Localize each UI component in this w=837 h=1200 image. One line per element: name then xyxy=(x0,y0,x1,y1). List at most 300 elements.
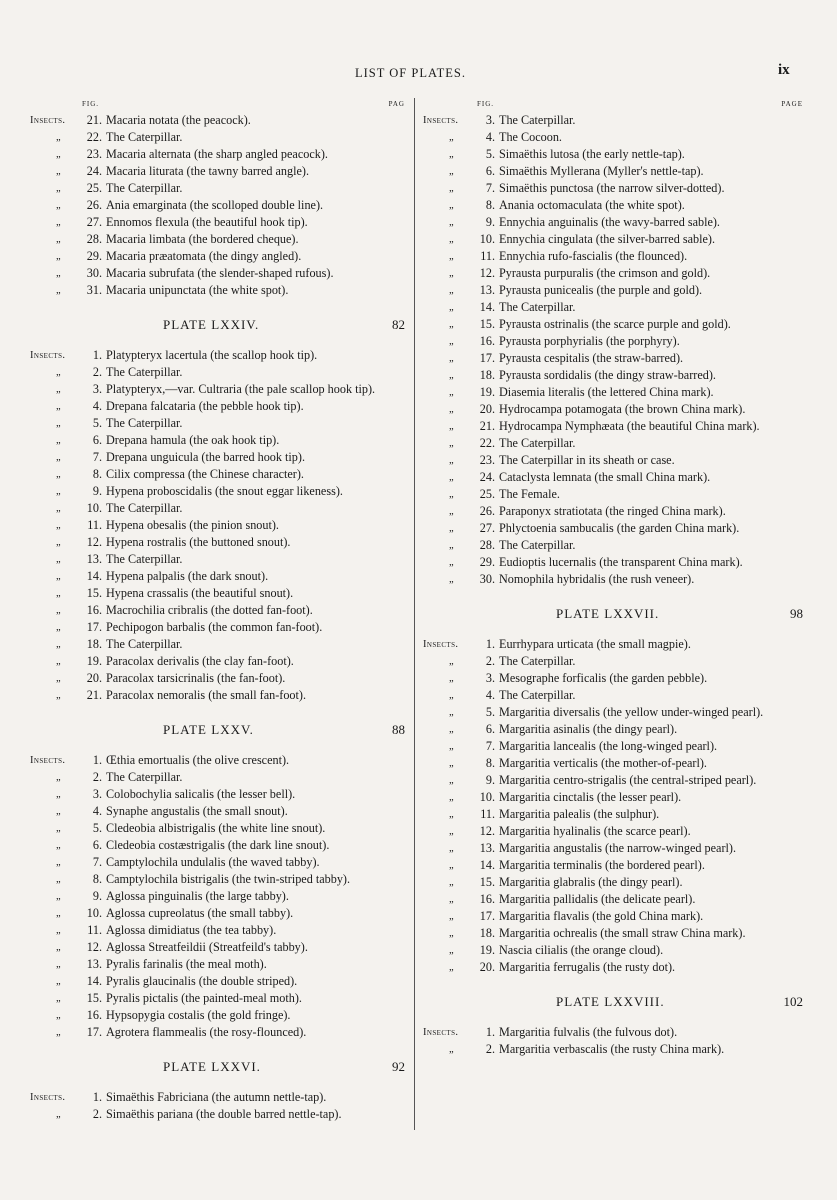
entry-label: „ xyxy=(449,894,455,905)
entry-label: „ xyxy=(56,673,62,684)
entry-text: The Caterpillar. xyxy=(499,538,576,552)
entry-text: Ennomos flexula (the beautiful hook tip). xyxy=(106,215,308,229)
list-item xyxy=(30,939,405,956)
figure-number: 8. xyxy=(92,872,102,886)
figure-number: 5. xyxy=(92,821,102,835)
entry-label: „ xyxy=(56,840,62,851)
list-item xyxy=(423,197,803,214)
figure-number: 23. xyxy=(479,453,495,467)
figure-number: 20. xyxy=(479,402,495,416)
list-item xyxy=(423,214,803,231)
entry-text: Phlyctoenia sambucalis (the garden China mark). xyxy=(499,521,740,535)
list-item xyxy=(30,1007,405,1024)
entry-text: The Caterpillar. xyxy=(106,637,183,651)
list-item xyxy=(423,1041,803,1058)
entry-label: „ xyxy=(56,149,62,160)
entry-text: Paracolax derivalis (the clay fan-foot). xyxy=(106,654,294,668)
entry-text: Camptylochila undulalis (the waved tabby). xyxy=(106,855,320,869)
entry-text: Macaria subrufata (the slender-shaped rufous). xyxy=(106,266,334,280)
entry-label: „ xyxy=(56,857,62,868)
entry-text: The Cocoon. xyxy=(499,130,562,144)
figure-number: 24. xyxy=(86,164,102,178)
entry-text: Pyrausta porphyrialis (the porphyry). xyxy=(499,334,680,348)
entry-text: Hypsopygia costalis (the gold fringe). xyxy=(106,1008,291,1022)
plate-section xyxy=(30,1053,405,1123)
list-item xyxy=(30,432,405,449)
entry-label: „ xyxy=(56,874,62,885)
entry-label: „ xyxy=(449,489,455,500)
list-item xyxy=(423,180,803,197)
left-column xyxy=(30,98,405,1127)
list-item xyxy=(423,452,803,469)
list-item xyxy=(423,486,803,503)
figure-number: 9. xyxy=(485,215,495,229)
figure-number: 10. xyxy=(479,790,495,804)
entry-text: Platypteryx lacertula (the scallop hook tip). xyxy=(106,348,318,362)
figure-number: 28. xyxy=(479,538,495,552)
entry-text: Margaritia hyalinalis (the scarce pearl). xyxy=(499,824,691,838)
entry-label: „ xyxy=(449,809,455,820)
entry-label: „ xyxy=(449,404,455,415)
entry-label: „ xyxy=(449,792,455,803)
figure-number: 1. xyxy=(485,637,495,651)
entry-label: „ xyxy=(56,605,62,616)
right-column xyxy=(423,98,803,1062)
entry-label: „ xyxy=(449,234,455,245)
plate-heading xyxy=(30,1053,405,1079)
list-item xyxy=(423,738,803,755)
plate-sections xyxy=(423,112,803,1058)
entry-label: „ xyxy=(56,537,62,548)
figure-number: 17. xyxy=(479,351,495,365)
plate-title: PLATE LXXVII. xyxy=(556,606,660,621)
list-item xyxy=(30,415,405,432)
figure-number: 5. xyxy=(485,147,495,161)
figure-number: 22. xyxy=(86,130,102,144)
list-item xyxy=(30,820,405,837)
list-item xyxy=(423,636,803,653)
list-item xyxy=(30,248,405,265)
entry-label: „ xyxy=(56,959,62,970)
page-label: PAGE xyxy=(781,100,803,108)
list-item xyxy=(30,585,405,602)
figure-number: 23. xyxy=(86,147,102,161)
list-item xyxy=(423,653,803,670)
figure-number: 15. xyxy=(479,317,495,331)
list-item xyxy=(423,857,803,874)
entry-label: Insects. xyxy=(30,115,66,126)
list-item xyxy=(423,469,803,486)
list-item xyxy=(423,503,803,520)
entry-label: „ xyxy=(56,942,62,953)
entry-label: „ xyxy=(449,319,455,330)
entry-label: „ xyxy=(56,503,62,514)
entry-text: The Caterpillar. xyxy=(499,654,576,668)
plate-title: PLATE LXXVI. xyxy=(163,1059,261,1074)
list-item xyxy=(423,772,803,789)
figure-number: 7. xyxy=(92,450,102,464)
figure-number: 6. xyxy=(485,722,495,736)
figure-number: 14. xyxy=(479,300,495,314)
list-item xyxy=(30,619,405,636)
figure-number: 29. xyxy=(86,249,102,263)
entry-text: Margaritia centro-strigalis (the central-striped pearl). xyxy=(499,773,757,787)
entry-label: „ xyxy=(449,574,455,585)
figure-number: 13. xyxy=(86,957,102,971)
entry-text: Hypena rostralis (the buttoned snout). xyxy=(106,535,291,549)
figure-number: 11. xyxy=(87,518,102,532)
entry-text: Pyralis farinalis (the meal moth). xyxy=(106,957,267,971)
entry-text: Paracolax nemoralis (the small fan-foot). xyxy=(106,688,307,702)
entry-text: Macaria liturata (the tawny barred angle). xyxy=(106,164,310,178)
list-item xyxy=(30,381,405,398)
entry-text: Pyrausta punicealis (the purple and gold). xyxy=(499,283,703,297)
figure-number: 9. xyxy=(92,889,102,903)
entry-label: „ xyxy=(449,690,455,701)
list-item xyxy=(423,401,803,418)
entry-label: „ xyxy=(56,251,62,262)
entry-label: „ xyxy=(56,656,62,667)
entry-label: „ xyxy=(449,860,455,871)
entry-text: Cataclysta lemnata (the small China mark). xyxy=(499,470,711,484)
entry-text: Drepana hamula (the oak hook tip). xyxy=(106,433,280,447)
list-item xyxy=(30,163,405,180)
figure-number: 19. xyxy=(479,943,495,957)
list-item xyxy=(423,282,803,299)
entry-label: „ xyxy=(449,877,455,888)
figure-number: 13. xyxy=(479,841,495,855)
entry-text: Ennychia cingulata (the silver-barred sable). xyxy=(499,232,715,246)
entry-label: „ xyxy=(449,132,455,143)
entry-text: Simaëthis Fabriciana (the autumn nettle-tap). xyxy=(106,1090,327,1104)
figure-number: 18. xyxy=(86,637,102,651)
list-item xyxy=(423,554,803,571)
entry-text: Nomophila hybridalis (the rush veneer). xyxy=(499,572,695,586)
entry-text: Macrochilia cribralis (the dotted fan-foot). xyxy=(106,603,313,617)
list-item xyxy=(423,231,803,248)
entry-text: Margaritia verbascalis (the rusty China mark). xyxy=(499,1042,725,1056)
page-header xyxy=(0,62,837,82)
figure-number: 6. xyxy=(92,838,102,852)
figure-number: 22. xyxy=(479,436,495,450)
figure-number: 13. xyxy=(86,552,102,566)
figure-number: 14. xyxy=(86,569,102,583)
entry-label: „ xyxy=(56,976,62,987)
entry-label: „ xyxy=(449,336,455,347)
entry-text: Margaritia diversalis (the yellow under-winged pearl). xyxy=(499,705,764,719)
figure-number: 24. xyxy=(479,470,495,484)
figure-number: 21. xyxy=(86,688,102,702)
entry-text: Pyrausta sordidalis (the dingy straw-barred). xyxy=(499,368,716,382)
figure-number: 1. xyxy=(92,753,102,767)
figure-number: 3. xyxy=(92,787,102,801)
entry-label: „ xyxy=(449,945,455,956)
figure-number: 12. xyxy=(86,535,102,549)
entry-text: Margaritia lancealis (the long-winged pearl). xyxy=(499,739,718,753)
list-item xyxy=(30,905,405,922)
entry-text: The Caterpillar in its sheath or case. xyxy=(499,453,675,467)
entry-text: Macaria unipunctata (the white spot). xyxy=(106,283,289,297)
entry-text: Colobochylia salicalis (the lesser bell). xyxy=(106,787,296,801)
figure-number: 28. xyxy=(86,232,102,246)
entry-label: „ xyxy=(56,639,62,650)
figure-number: 19. xyxy=(86,654,102,668)
list-item xyxy=(423,806,803,823)
entry-text: Agrotera flammealis (the rosy-flounced). xyxy=(106,1025,307,1039)
plate-section xyxy=(423,988,803,1058)
list-item xyxy=(30,990,405,1007)
plate-page-number: 88 xyxy=(392,722,405,737)
entry-text: Cledeobia albistrigalis (the white line snout). xyxy=(106,821,326,835)
figure-number: 16. xyxy=(479,892,495,906)
figure-number: 10. xyxy=(86,501,102,515)
list-item xyxy=(30,129,405,146)
entry-text: Margaritia fulvalis (the fulvous dot). xyxy=(499,1025,678,1039)
entry-label: „ xyxy=(449,387,455,398)
figure-number: 5. xyxy=(92,416,102,430)
entry-text: Simaëthis punctosa (the narrow silver-dotted). xyxy=(499,181,725,195)
entry-text: Cilix compressa (the Chinese character). xyxy=(106,467,304,481)
entry-label: „ xyxy=(56,520,62,531)
entry-label: „ xyxy=(56,183,62,194)
figure-number: 13. xyxy=(479,283,495,297)
plate-page-number: 98 xyxy=(790,606,803,621)
figure-number: 17. xyxy=(86,1025,102,1039)
plate-title: PLATE LXXVIII. xyxy=(556,994,665,1009)
plate-heading xyxy=(423,988,803,1014)
entry-text: Platypteryx,—var. Cultraria (the pale scallop hook tip). xyxy=(106,382,376,396)
entry-label: „ xyxy=(449,656,455,667)
figure-number: 7. xyxy=(485,739,495,753)
figure-number: 15. xyxy=(86,991,102,1005)
entry-text: Simaëthis pariana (the double barred nettle-tap). xyxy=(106,1107,342,1121)
entry-label: Insects. xyxy=(423,639,459,650)
entry-label: „ xyxy=(449,724,455,735)
entry-label: „ xyxy=(449,758,455,769)
list-item xyxy=(30,449,405,466)
entry-text: Pyrausta ostrinalis (the scarce purple and gold). xyxy=(499,317,731,331)
list-item xyxy=(30,769,405,786)
list-item xyxy=(423,1024,803,1041)
figure-number: 10. xyxy=(86,906,102,920)
page-label: PAG xyxy=(388,100,405,108)
entry-label: „ xyxy=(56,486,62,497)
figure-number: 29. xyxy=(479,555,495,569)
list-item xyxy=(30,568,405,585)
entry-text: The Caterpillar. xyxy=(106,501,183,515)
figure-number: 16. xyxy=(86,1008,102,1022)
page-number: ix xyxy=(778,62,790,78)
entry-label: Insects. xyxy=(30,755,66,766)
figure-number: 4. xyxy=(92,804,102,818)
entry-label: „ xyxy=(449,183,455,194)
figure-number: 3. xyxy=(92,382,102,396)
figure-number: 20. xyxy=(479,960,495,974)
entry-text: Anania octomaculata (the white spot). xyxy=(499,198,685,212)
list-item xyxy=(423,891,803,908)
list-item xyxy=(30,551,405,568)
entry-label: „ xyxy=(56,268,62,279)
list-item xyxy=(30,112,405,129)
figure-number: 1. xyxy=(92,348,102,362)
list-item xyxy=(423,823,803,840)
entry-label: „ xyxy=(56,367,62,378)
plate-section xyxy=(423,600,803,976)
list-item xyxy=(30,500,405,517)
list-item xyxy=(30,670,405,687)
figure-number: 12. xyxy=(86,940,102,954)
list-item xyxy=(30,653,405,670)
entry-label: „ xyxy=(56,806,62,817)
entry-text: Pyrausta cespitalis (the straw-barred). xyxy=(499,351,684,365)
entry-text: Drepana unguicula (the barred hook tip). xyxy=(106,450,305,464)
entry-label: „ xyxy=(56,401,62,412)
figure-number: 2. xyxy=(92,1107,102,1121)
plate-page-number: 82 xyxy=(392,317,405,332)
list-item xyxy=(423,163,803,180)
entry-label: „ xyxy=(56,132,62,143)
list-item xyxy=(423,704,803,721)
entry-label: „ xyxy=(56,622,62,633)
entry-text: Macaria præatomata (the dingy angled). xyxy=(106,249,302,263)
entry-label: „ xyxy=(449,217,455,228)
entry-text: Pyralis glaucinalis (the double striped). xyxy=(106,974,298,988)
figure-number: 1. xyxy=(92,1090,102,1104)
list-item xyxy=(30,265,405,282)
entry-label: „ xyxy=(449,962,455,973)
figure-number: 6. xyxy=(485,164,495,178)
entry-label: „ xyxy=(449,540,455,551)
plate-heading xyxy=(30,311,405,337)
entry-text: The Caterpillar. xyxy=(106,552,183,566)
column-labels xyxy=(30,98,405,112)
entry-label: „ xyxy=(56,200,62,211)
list-item xyxy=(423,435,803,452)
entry-text: Macaria alternata (the sharp angled peacock). xyxy=(106,147,328,161)
entry-text: Nascia cilialis (the orange cloud). xyxy=(499,943,664,957)
entry-text: The Caterpillar. xyxy=(499,436,576,450)
figure-number: 21. xyxy=(86,113,102,127)
entry-label: „ xyxy=(56,908,62,919)
list-item xyxy=(423,959,803,976)
list-item xyxy=(30,922,405,939)
entry-label: „ xyxy=(449,826,455,837)
entry-label: „ xyxy=(449,438,455,449)
figure-number: 14. xyxy=(86,974,102,988)
entry-text: Mesographe forficalis (the garden pebble). xyxy=(499,671,708,685)
list-item xyxy=(423,755,803,772)
figure-number: 2. xyxy=(92,365,102,379)
figure-number: 11. xyxy=(480,807,495,821)
plate-sections xyxy=(30,112,405,1123)
entry-label: „ xyxy=(56,789,62,800)
entry-label: „ xyxy=(449,775,455,786)
list-item xyxy=(30,180,405,197)
entry-text: Ennychia rufo-fascialis (the flounced). xyxy=(499,249,688,263)
entry-text: Margaritia cinctalis (the lesser pearl). xyxy=(499,790,682,804)
figure-number: 25. xyxy=(86,181,102,195)
entry-label: „ xyxy=(56,993,62,1004)
entry-label: „ xyxy=(449,673,455,684)
entry-label: „ xyxy=(449,353,455,364)
list-item xyxy=(423,908,803,925)
list-item xyxy=(423,418,803,435)
entry-text: Ania emarginata (the scolloped double line). xyxy=(106,198,324,212)
entry-text: Hypena crassalis (the beautiful snout). xyxy=(106,586,294,600)
column-divider xyxy=(414,98,415,1130)
fig-label: FIG. xyxy=(477,100,495,108)
figure-number: 30. xyxy=(479,572,495,586)
entry-text: Pyralis pictalis (the painted-meal moth). xyxy=(106,991,302,1005)
entry-text: Margaritia asinalis (the dingy pearl). xyxy=(499,722,678,736)
list-item xyxy=(30,466,405,483)
entry-label: „ xyxy=(56,588,62,599)
figure-number: 26. xyxy=(479,504,495,518)
entry-text: Œthia emortualis (the olive crescent). xyxy=(106,753,290,767)
figure-number: 21. xyxy=(479,419,495,433)
figure-number: 16. xyxy=(86,603,102,617)
figure-number: 10. xyxy=(479,232,495,246)
list-item xyxy=(423,316,803,333)
entry-text: Aglossa pinguinalis (the large tabby). xyxy=(106,889,289,903)
figure-number: 25. xyxy=(479,487,495,501)
entry-text: Aglossa Streatfeildii (Streatfeild's tabby). xyxy=(106,940,308,954)
plate-title: PLATE LXXV. xyxy=(163,722,254,737)
entry-text: The Caterpillar. xyxy=(106,181,183,195)
list-item xyxy=(30,517,405,534)
list-item xyxy=(423,789,803,806)
entry-label: „ xyxy=(56,772,62,783)
list-item xyxy=(423,146,803,163)
list-item xyxy=(423,874,803,891)
list-item xyxy=(423,299,803,316)
list-item xyxy=(30,398,405,415)
entry-label: „ xyxy=(56,384,62,395)
list-item xyxy=(30,197,405,214)
entry-label: „ xyxy=(56,452,62,463)
entry-label: „ xyxy=(449,557,455,568)
list-item xyxy=(423,129,803,146)
plate-section xyxy=(30,112,405,299)
entry-text: Pyrausta purpuralis (the crimson and gold). xyxy=(499,266,711,280)
entry-label: „ xyxy=(56,418,62,429)
list-item xyxy=(30,837,405,854)
plate-page-number: 92 xyxy=(392,1059,405,1074)
list-item xyxy=(423,520,803,537)
plate-section xyxy=(423,112,803,588)
entry-label: „ xyxy=(56,435,62,446)
entry-text: Paraponyx stratiotata (the ringed China mark). xyxy=(499,504,726,518)
list-item xyxy=(30,1106,405,1123)
entry-label: „ xyxy=(56,1010,62,1021)
figure-number: 5. xyxy=(485,705,495,719)
entry-label: „ xyxy=(449,251,455,262)
list-item xyxy=(423,721,803,738)
entry-text: Macaria limbata (the bordered cheque). xyxy=(106,232,299,246)
entry-text: Margaritia pallidalis (the delicate pearl). xyxy=(499,892,696,906)
list-item xyxy=(30,364,405,381)
entry-label: „ xyxy=(56,1109,62,1120)
list-item xyxy=(30,231,405,248)
entry-text: Margaritia verticalis (the mother-of-pearl). xyxy=(499,756,707,770)
list-item xyxy=(30,636,405,653)
list-item xyxy=(423,367,803,384)
entry-label: „ xyxy=(449,149,455,160)
entry-text: Margaritia angustalis (the narrow-winged pearl). xyxy=(499,841,737,855)
entry-text: Hypena palpalis (the dark snout). xyxy=(106,569,269,583)
figure-number: 2. xyxy=(485,654,495,668)
entry-text: The Caterpillar. xyxy=(106,130,183,144)
